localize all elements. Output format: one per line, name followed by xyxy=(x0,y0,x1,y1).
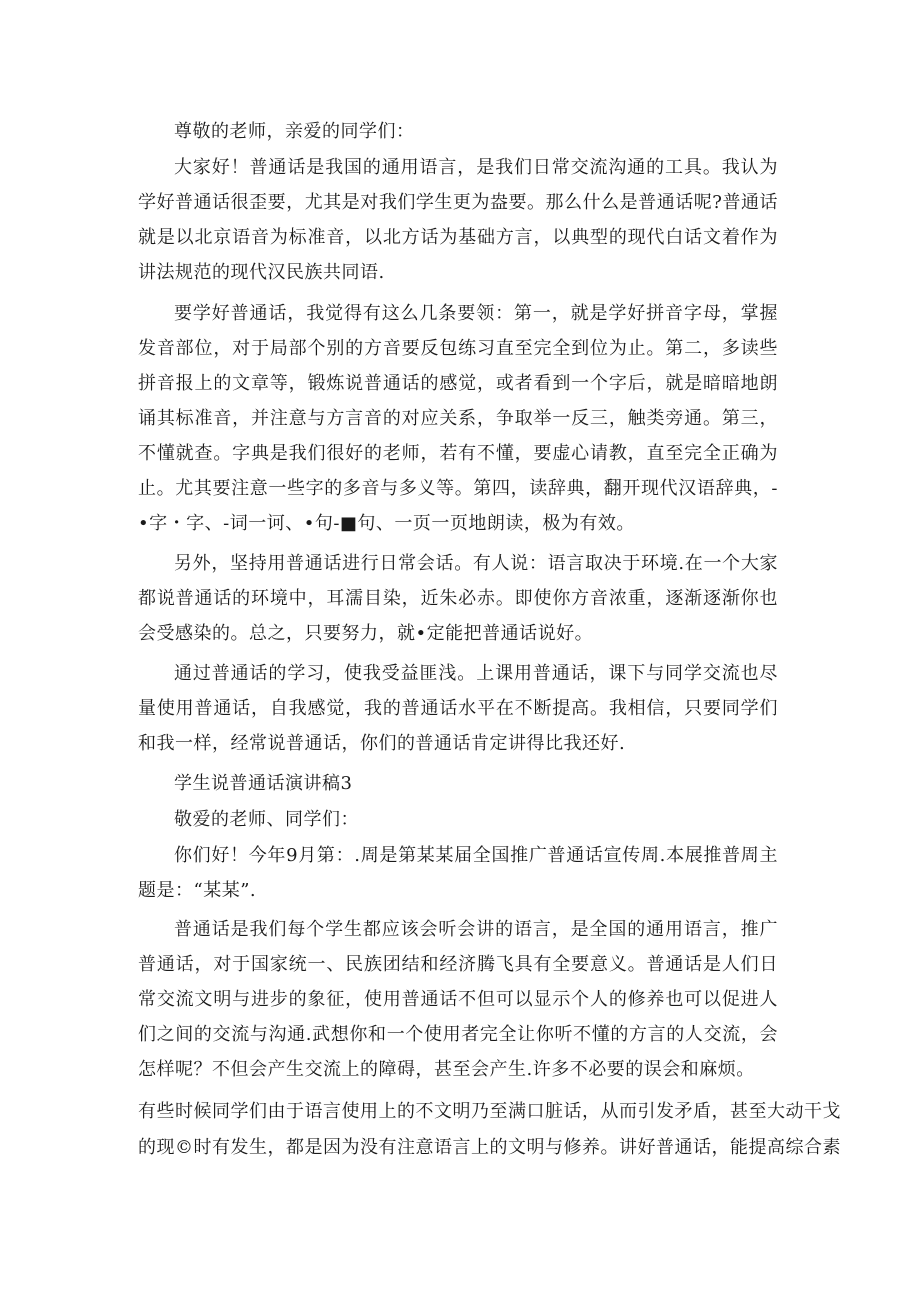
paragraph-benefits: 通过普通话的学习，使我受益匪浅。上课用普通话，课下与同学交流也尽量使用普通话，自我感觉，我的普通话水平在不断提高。我相信，只要同学们和我一样，经常说普通话，你们的普通话肯定讲得比我还好. xyxy=(138,663,778,754)
paragraph-intro: 大家好！普通话是我国的通用语言，是我们日常交流沟通的工具。我认为学好普通话很歪要，尤其是对我们学生更为盎要。那么什么是普通话呢?普通话就是以北京语音为标准音，以北方话为基础方言，以典型的现代白话文着作为讲法规范的现代汉民族共同语. xyxy=(138,157,778,283)
section-heading: 学生说普通话演讲稿3 xyxy=(174,773,353,794)
paragraph-methods: 要学好普通话，我觉得有这么几条要领：第一，就是学好拼音字母，掌握发音部位，对于局部个别的方音要反包练习直至完全到位为止。第二，多读些拼音报上的文章等，锻炼说普通话的感觉，或者看到一个字后，就是暗暗地朗诵其标准音，并注意与方言音的对应关系，争取举一反三，触类旁通。第三，不懂就查。字典是我们很好的老师，若有不懂，要虚心请教，直至完全正确为止。尤其要注意一些字的多音与多义等。第四，读辞典，翻开现代汉语辞典，-•字・字、-词一诃、•句-■句、一页一页地朗读，极为有效。 xyxy=(138,303,778,534)
paragraph-promotion-week: 你们好！今年9月第：.周是第某某届全国推广普通话宣传周.本展推普周主题是：“某某”. xyxy=(138,845,778,901)
paragraph-importance: 普通话是我们每个学生都应该会听会讲的语言，是全国的通用语言，推广普通话，对于国家统一、民族团结和经济腾飞具有全要意义。普通话是人们日常交流文明与进步的象征，使用普通话不但可以显示个人的修养也可以促进人们之间的交流与沟通.武想你和一个使用者完全让你听不懂的方言的人交流，会怎样呢？不但会产生交流上的障碍，甚至会产生.许多不必要的误会和麻烦。 xyxy=(138,919,778,1080)
paragraph-civility-line-1: 有些时候同学们由于语言使用上的不文明乃至满口脏话，从而引发矛盾，甚至大动干戈 xyxy=(138,1101,841,1122)
greeting-second: 敬爱的老师、同学们： xyxy=(174,809,359,830)
paragraph-civility-line-2: 的现©时有发生，都是因为没有注意语言上的文明与修养。讲好普通话，能提高综合素 xyxy=(138,1137,841,1158)
greeting: 尊敬的老师，亲爱的同学们： xyxy=(174,121,415,142)
paragraph-daily-speech: 另外，坚持用普通话进行日常会话。有人说：语言取决于环境.在一个大家都说普通话的环境中，耳濡目染，近朱必赤。即使你方音浓重，逐渐逐渐你也会受感染的。总之，只要努力，就•定能把普通话说好。 xyxy=(138,553,778,644)
